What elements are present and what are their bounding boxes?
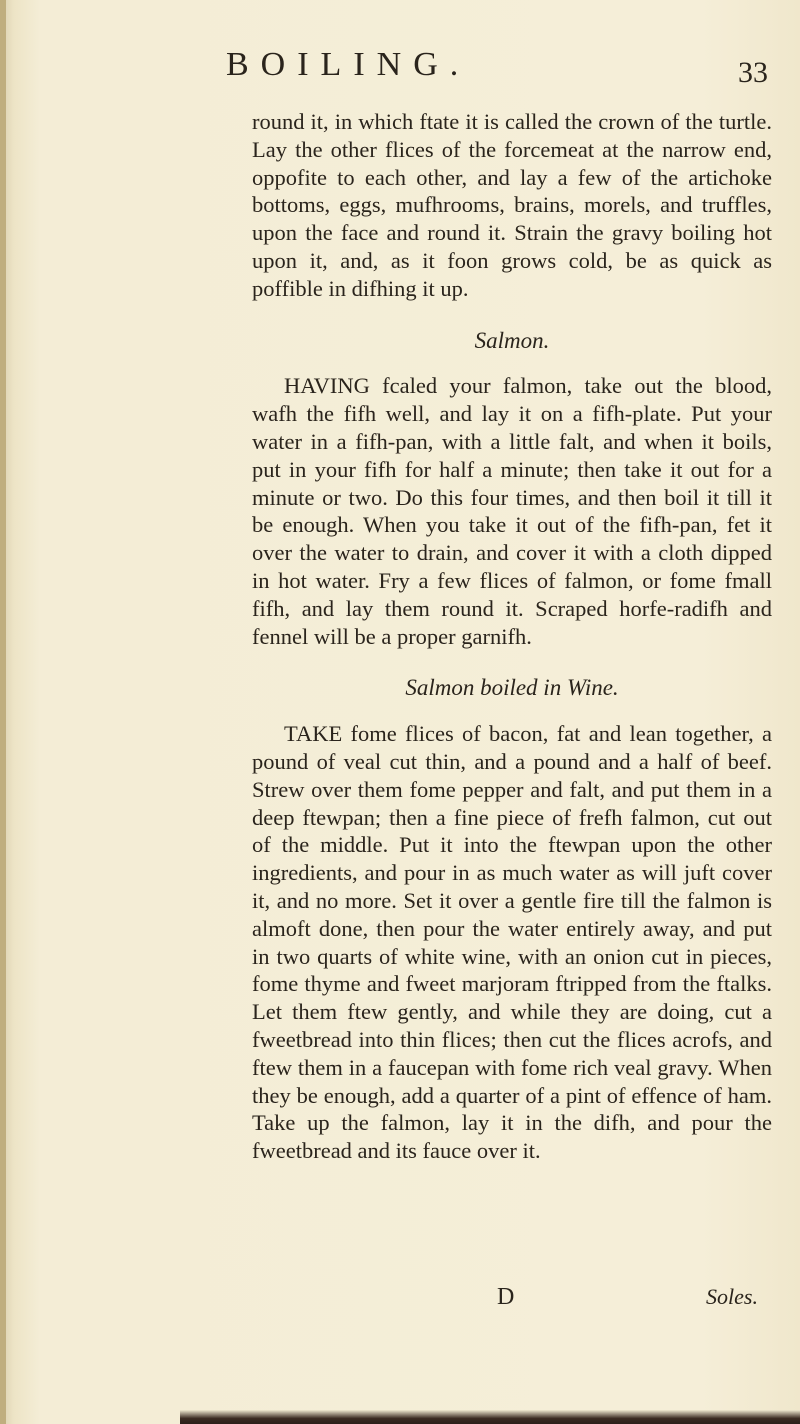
page-number: 33 xyxy=(738,56,768,89)
section-title-salmon-boiled-in-wine: Salmon boiled in Wine. xyxy=(405,675,619,701)
signature-mark: D xyxy=(497,1284,515,1310)
page-body xyxy=(252,108,772,1165)
page-footer xyxy=(0,1284,800,1324)
page-bottom-edge xyxy=(180,1410,800,1424)
catchword: Soles. xyxy=(706,1284,758,1309)
page-header xyxy=(0,46,800,96)
section-text-salmon-boiled-in-wine: TAKE fome flices of bacon, fat and lean together, a pound of veal cut thin, and a pound and a half of beef. Strew over them fome pepper and falt, and put them in a deep ftewpan; then a fine piece of frefh falmon, cut out of the middle. Put it into the ftewpan upon the other ingredients, and pour in as much water as will juft cover it, and no more. Set it over a gentle fire till the falmon is almoft done, then pour the water entirely away, and put in two quarts of white wine, with an onion cut in pieces, fome thyme and fweet marjoram ftripped from the ftalks. Let them ftew gently, and while they are doing, cut a fweetbread into thin flices; then cut the flices acrofs, and ftew them in a faucepan with fome rich veal gravy. When they be enough, add a quarter of a pint of effence of ham. Take up the falmon, lay it in the difh, and pour the fweetbread and its fauce over it. xyxy=(252,721,772,1164)
continued-paragraph: round it, in which ftate it is called the crown of the turtle. Lay the other flices of the forcemeat at the narrow end, oppofite to each other, and lay a few of the artichoke bottoms, eggs, mufhrooms, brains, morels, and truffles, upon the face and round it. Strain the gravy boiling hot upon it, and, as it foon grows cold, be as quick as poffible in difhing it up. xyxy=(252,109,772,301)
section-text-salmon: HAVING fcaled your falmon, take out the blood, wafh the fifh well, and lay it on a fifh-plate. Put your water in a fifh-pan, with a little falt, and when it boils, put in your fifh for half a minute; then take it out for a minute or two. Do this four times, and then boil it till it be enough. When you take it out of the fifh-pan, fet it over the water to drain, and cover it with a cloth dipped in hot water. Fry a few flices of falmon, or fome fmall fifh, and lay them round it. Scraped horfe-radifh and fennel will be a proper garnifh. xyxy=(252,373,772,649)
binding-gutter xyxy=(0,0,6,1424)
running-head: BOILING. xyxy=(226,46,471,83)
section-title-salmon: Salmon. xyxy=(474,327,550,353)
